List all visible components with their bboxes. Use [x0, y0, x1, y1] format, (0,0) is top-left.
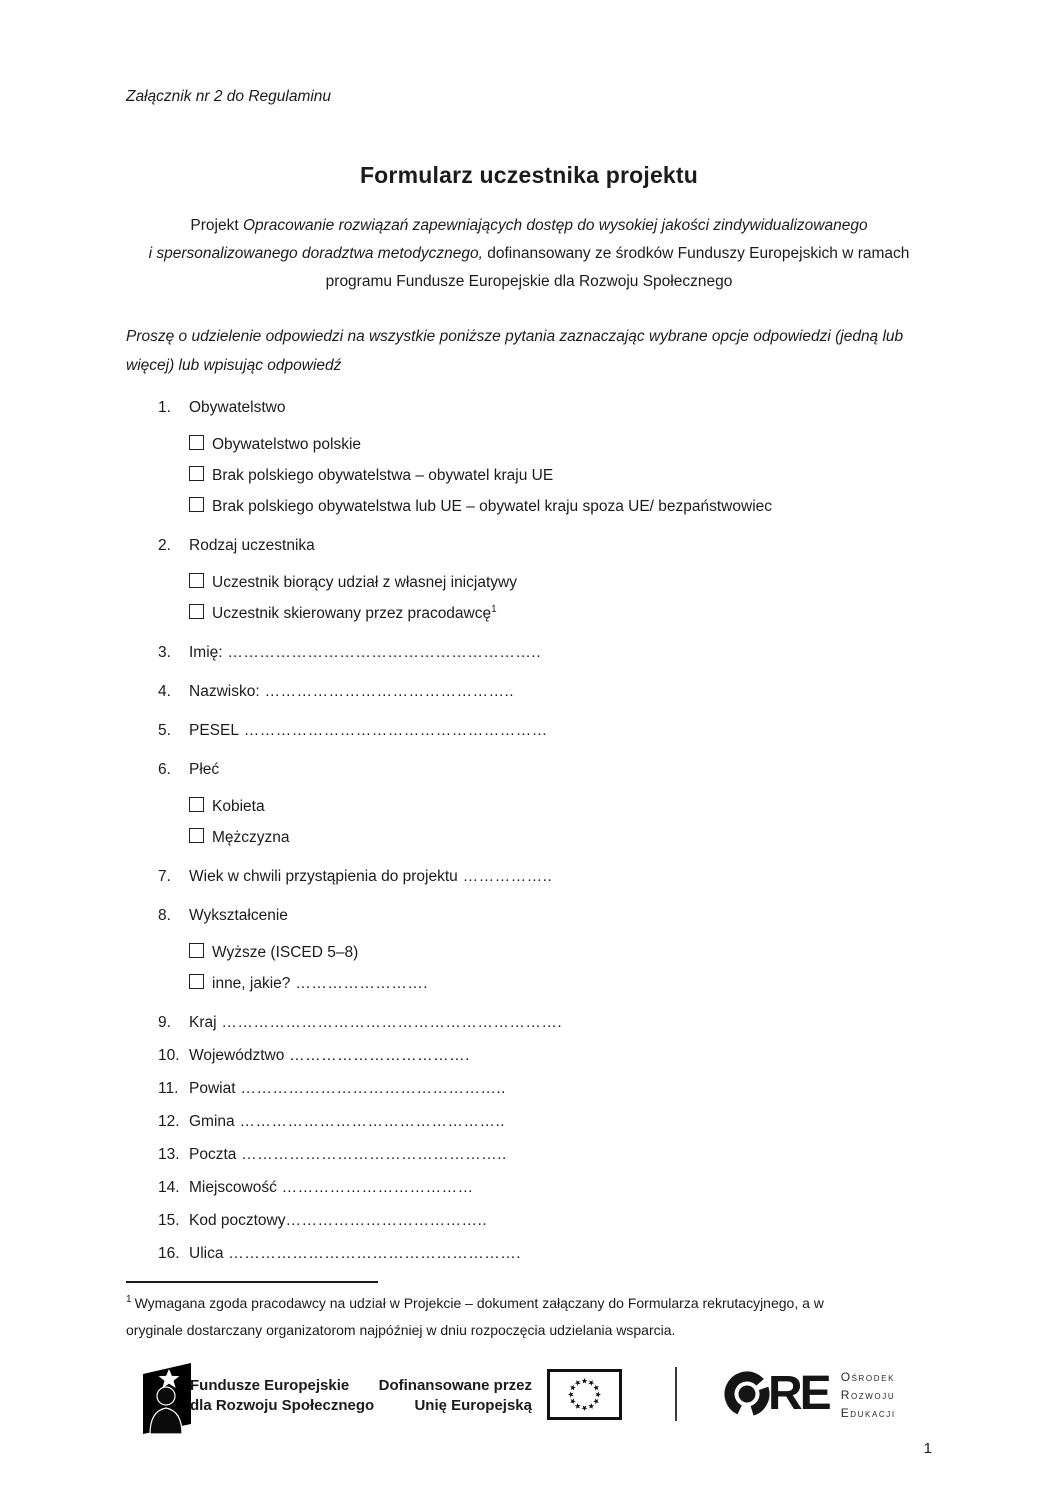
- form-item-9: [158, 1011, 932, 1034]
- checkbox-option: [189, 972, 932, 995]
- item-body: [189, 534, 932, 625]
- fill-in-dots: …………………….: [290, 975, 429, 992]
- item-label-line: [189, 758, 932, 781]
- item-body: [189, 1044, 932, 1067]
- fill-in-dots: …………………………………………..: [234, 1113, 506, 1130]
- item-body: [189, 1077, 932, 1100]
- item-number: 3.: [158, 644, 171, 661]
- item-number: 2.: [158, 537, 171, 554]
- form-item-3: [158, 641, 932, 664]
- text-run: dofinansowany ze środków Funduszy Europejskich w ramach: [482, 245, 910, 262]
- project-paragraph-line: [126, 240, 932, 268]
- form-item-14: [158, 1176, 932, 1199]
- option-label: Obywatelstwo polskie: [212, 436, 362, 453]
- fill-in-dots: ………………………………: [276, 1179, 474, 1196]
- page-number: 1: [923, 1440, 932, 1457]
- item-number: 9.: [158, 1014, 171, 1031]
- item-label: Imię:: [189, 644, 223, 661]
- item-label-line: [189, 904, 932, 927]
- option-label: Brak polskiego obywatelstwa – obywatel kraju UE: [212, 467, 554, 484]
- fill-in-dots: …………………………………………………..: [222, 644, 542, 661]
- item-label: Ulica: [189, 1245, 224, 1262]
- item-label-line: [189, 719, 932, 742]
- ore-name: [841, 1366, 896, 1422]
- item-number: 7.: [158, 868, 171, 885]
- item-label: Gmina: [189, 1113, 235, 1130]
- form-item-10: [158, 1044, 932, 1067]
- item-label: Wiek w chwili przystąpienia do projektu: [189, 868, 458, 885]
- item-body: [189, 396, 932, 518]
- item-label-line: [189, 396, 932, 419]
- item-label-line: [189, 1209, 932, 1232]
- item-label-line: [189, 534, 932, 557]
- fill-in-dots: …………………………………………………: [238, 722, 548, 739]
- item-body: [189, 758, 932, 849]
- fill-in-dots: ………………………………………..: [259, 683, 515, 700]
- form-item-8: [158, 904, 932, 995]
- eu-funds-line2: dla Rozwoju Społecznego: [190, 1397, 375, 1414]
- ore-ring-icon: [722, 1369, 772, 1419]
- ore-name-line2: Rozwoju: [840, 1388, 896, 1402]
- form-items-list: [126, 396, 932, 1265]
- project-paragraph-line: [126, 268, 932, 296]
- item-body: [189, 1242, 932, 1265]
- item-label: Płeć: [189, 761, 220, 778]
- checkbox[interactable]: [189, 435, 204, 450]
- footnote-ref: 1: [491, 603, 497, 615]
- form-item-11: [158, 1077, 932, 1100]
- item-body: [189, 904, 932, 995]
- option-label: Wyższe (ISCED 5–8): [212, 944, 359, 961]
- checkbox-option: [189, 495, 932, 518]
- option-label: Kobieta: [212, 798, 265, 815]
- item-label-line: [189, 1242, 932, 1265]
- form-item-16: [158, 1242, 932, 1265]
- fill-in-dots: …………………………………………..: [236, 1146, 507, 1163]
- footer-logos: [126, 1356, 932, 1444]
- checkbox[interactable]: [189, 497, 204, 512]
- form-item-2: [158, 534, 932, 625]
- fill-in-dots: ………………………………..: [285, 1212, 488, 1229]
- option-label: Uczestnik skierowany przez pracodawcę: [212, 605, 492, 622]
- item-label: Miejscowość: [189, 1179, 277, 1196]
- item-body: [189, 1110, 932, 1133]
- item-label-line: [189, 1176, 932, 1199]
- cofunded-line1: Dofinansowane przez: [378, 1377, 532, 1394]
- item-number: 8.: [158, 907, 171, 924]
- checkbox[interactable]: [189, 604, 204, 619]
- fill-in-dots: …………………………………………..: [235, 1080, 506, 1097]
- eu-funds-line1: Fundusze Europejskie: [190, 1377, 350, 1394]
- cofunded-line2: Unię Europejską: [414, 1397, 532, 1414]
- eu-flag-icon: [547, 1369, 622, 1420]
- form-item-4: [158, 680, 932, 703]
- footnote-marker: 1: [126, 1294, 132, 1306]
- checkbox[interactable]: [189, 573, 204, 588]
- instruction-paragraph: Proszę o udzielenie odpowiedzi na wszystkie poniższe pytania zaznaczając wybrane opcje odpowiedzi (jedną lub więcej) lub wpisując odpowiedź: [126, 328, 904, 374]
- project-paragraph-line: [126, 212, 932, 240]
- checkbox[interactable]: [189, 943, 204, 958]
- footnote-text: Wymagana zgoda pracodawcy na udział w Projekcie – dokument załączany do Formularza rekrutacyjnego, a w oryginale dostarczany organizatorom najpóźniej w dniu rozpoczęcia udzielania wsparcia.: [126, 1295, 824, 1338]
- checkbox[interactable]: [189, 974, 204, 989]
- option-label: Brak polskiego obywatelstwa lub UE – obywatel kraju spoza UE/ bezpaństwowiec: [212, 498, 773, 515]
- item-label: Województwo: [189, 1047, 285, 1064]
- form-item-1: [158, 396, 932, 518]
- cofunded-text: [372, 1376, 532, 1416]
- item-label: Nazwisko:: [189, 683, 260, 700]
- text-run: Projekt: [190, 217, 243, 234]
- item-number: 11.: [158, 1080, 179, 1097]
- text-run: programu Fundusze Europejskie dla Rozwoju Społecznego: [325, 273, 733, 290]
- item-number: 13.: [158, 1146, 180, 1163]
- footer-divider: [675, 1367, 677, 1421]
- footnote: [126, 1290, 876, 1344]
- fill-in-dots: ……………………………………………………….: [216, 1014, 563, 1031]
- ore-name-line3: Edukacji: [840, 1406, 896, 1420]
- item-label: Obywatelstwo: [189, 399, 286, 416]
- item-body: [189, 1011, 932, 1034]
- item-label: Poczta: [189, 1146, 237, 1163]
- item-label-line: [189, 865, 932, 888]
- item-label-line: [189, 641, 932, 664]
- checkbox[interactable]: [189, 828, 204, 843]
- ore-acronym: RE: [768, 1367, 829, 1420]
- item-number: 5.: [158, 722, 171, 739]
- item-body: [189, 719, 932, 742]
- eu-funds-logo-text: [190, 1376, 374, 1416]
- checkbox-option: [189, 571, 932, 594]
- item-label: Powiat: [189, 1080, 236, 1097]
- checkbox-option: [189, 602, 932, 625]
- form-item-5: [158, 719, 932, 742]
- item-body: [189, 641, 932, 664]
- item-label: Wykształcenie: [189, 907, 288, 924]
- item-number: 4.: [158, 683, 171, 700]
- item-label-line: [189, 1011, 932, 1034]
- option-label: inne, jakie?: [212, 975, 291, 992]
- fill-in-dots: ……………..: [457, 868, 553, 885]
- form-item-15: [158, 1209, 932, 1232]
- item-label-line: [189, 680, 932, 703]
- item-label: Rodzaj uczestnika: [189, 537, 315, 554]
- item-label-line: [189, 1044, 932, 1067]
- checkbox-option: [189, 795, 932, 818]
- item-body: [189, 680, 932, 703]
- form-item-12: [158, 1110, 932, 1133]
- ore-name-line1: Ośrodek: [840, 1370, 896, 1384]
- item-number: 10.: [158, 1047, 180, 1064]
- item-body: [189, 1143, 932, 1166]
- item-body: [189, 865, 932, 888]
- eu-funds-flag-icon: [138, 1358, 196, 1434]
- checkbox-option: [189, 464, 932, 487]
- item-number: 1.: [158, 399, 171, 416]
- item-label: PESEL: [189, 722, 239, 739]
- checkbox-option: [189, 826, 932, 849]
- checkbox-option: [189, 941, 932, 964]
- text-run: Opracowanie rozwiązań zapewniających dostęp do wysokiej jakości zindywidualizowanego: [242, 217, 868, 234]
- text-run: i spersonalizowanego doradztwa metodycznego,: [148, 245, 483, 262]
- fill-in-dots: …………………………….: [284, 1047, 470, 1064]
- checkbox[interactable]: [189, 797, 204, 812]
- item-body: [189, 1176, 932, 1199]
- item-number: 14.: [158, 1179, 180, 1196]
- ore-logo: [722, 1366, 896, 1422]
- item-label-line: [189, 1143, 932, 1166]
- option-label: Uczestnik biorący udział z własnej inicjatywy: [212, 574, 517, 591]
- item-number: 12.: [158, 1113, 180, 1130]
- form-item-6: [158, 758, 932, 849]
- item-number: 16.: [158, 1245, 180, 1262]
- project-paragraph: [126, 212, 932, 296]
- item-body: [189, 1209, 932, 1232]
- item-number: 6.: [158, 761, 171, 778]
- fill-in-dots: ……………………………………………….: [223, 1245, 522, 1262]
- item-label: Kod pocztowy: [189, 1212, 286, 1229]
- form-item-7: [158, 865, 932, 888]
- item-label-line: [189, 1110, 932, 1133]
- checkbox-option: [189, 433, 932, 456]
- form-item-13: [158, 1143, 932, 1166]
- footnote-separator: [126, 1281, 378, 1283]
- item-label: Kraj: [189, 1014, 217, 1031]
- item-label-line: [189, 1077, 932, 1100]
- option-label: Mężczyzna: [212, 829, 290, 846]
- checkbox[interactable]: [189, 466, 204, 481]
- item-number: 15.: [158, 1212, 180, 1229]
- page-title: Formularz uczestnika projektu: [359, 162, 699, 188]
- attachment-label: Załącznik nr 2 do Regulaminu: [126, 88, 332, 105]
